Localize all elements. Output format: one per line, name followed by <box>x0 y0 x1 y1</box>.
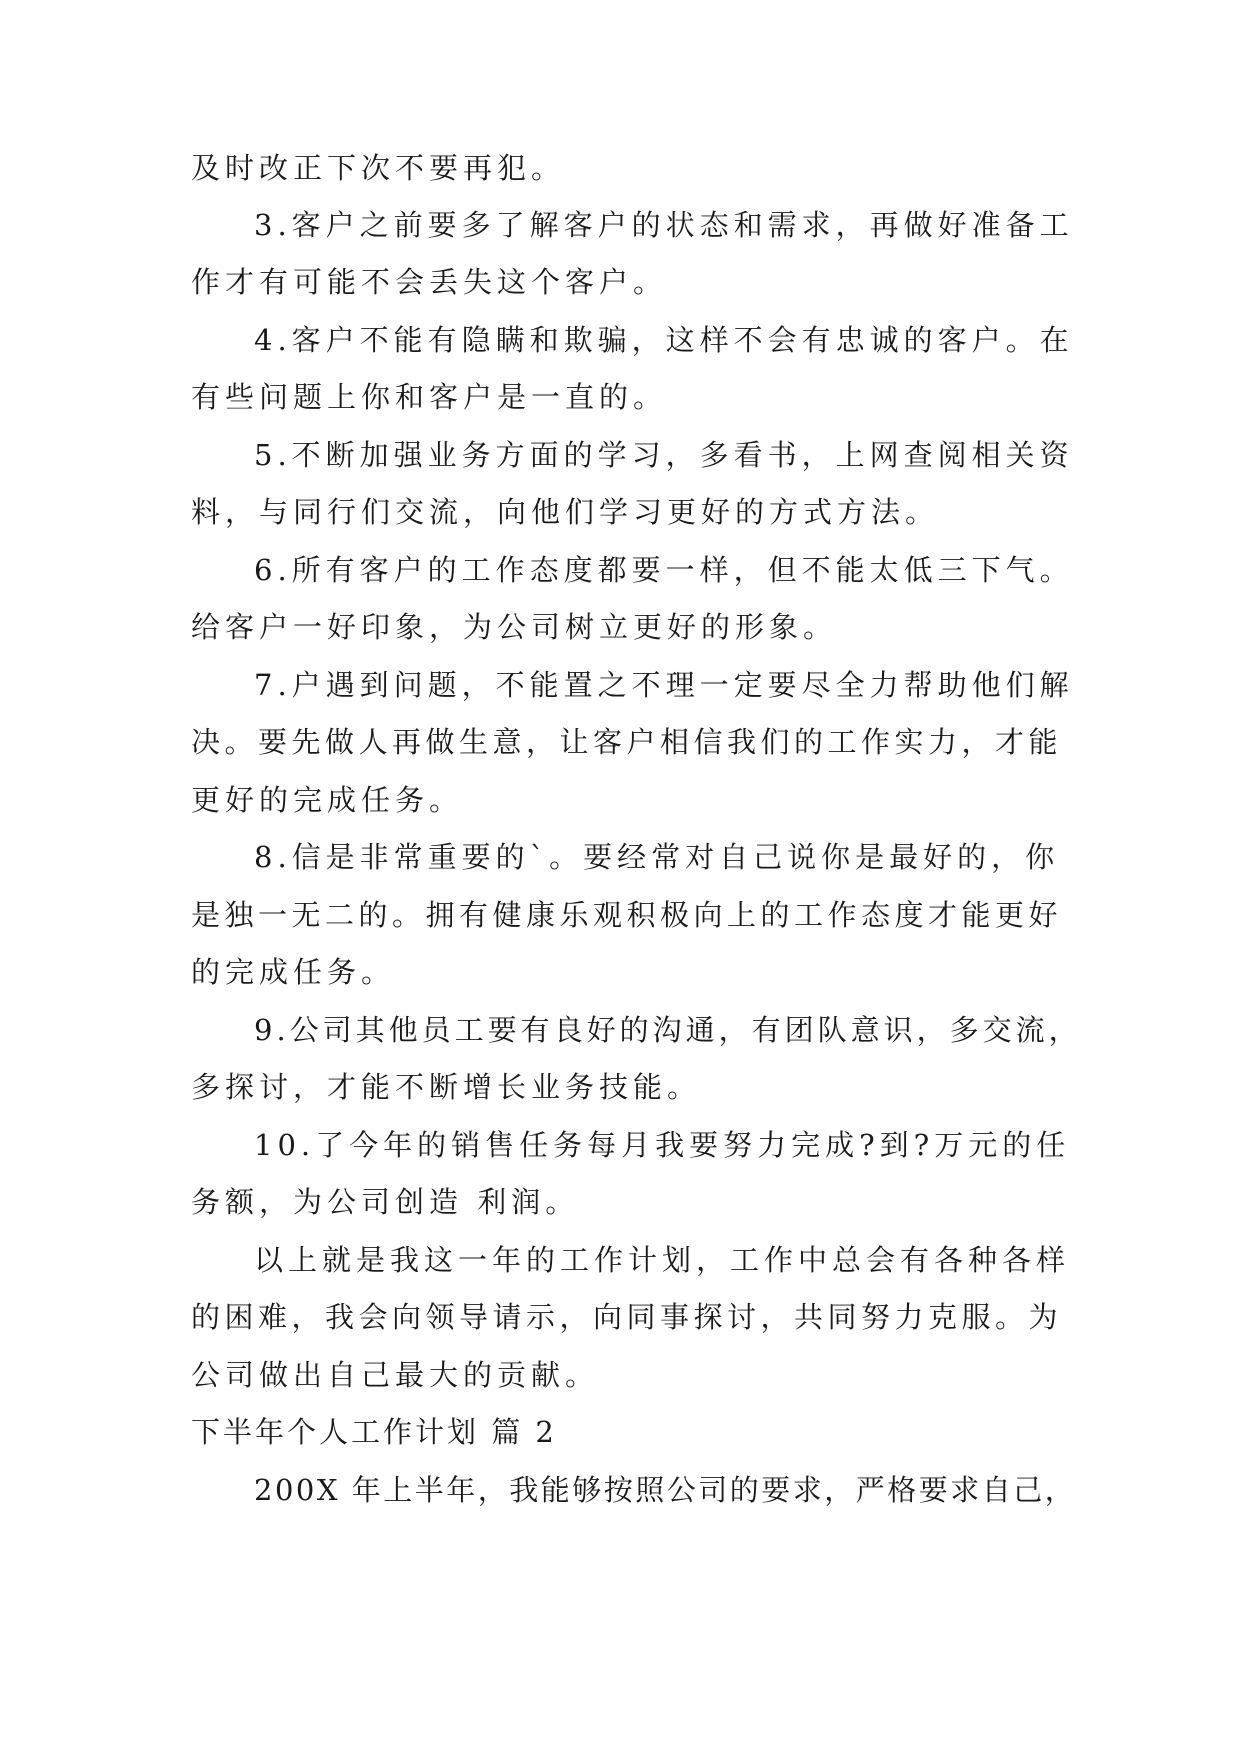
paragraph-line: 4.客户不能有隐瞒和欺骗，这样不会有忠诚的客户。在 <box>254 323 1074 357</box>
paragraph-line: 及时改正下次不要再犯。 <box>191 151 566 185</box>
paragraph-line: 给客户一好印象，为公司树立更好的形象。 <box>191 610 838 644</box>
paragraph-line: 公司做出自己最大的贡献。 <box>191 1358 600 1392</box>
paragraph-line: 务额，为公司创造 利润。 <box>191 1185 580 1219</box>
paragraph-line: 10.了今年的销售任务每月我要努力完成?到?万元的任 <box>254 1128 1071 1162</box>
paragraph-line: 多探讨，才能不断增长业务技能。 <box>191 1070 702 1104</box>
paragraph-line: 决。要先做人再做生意，让客户相信我们的工作实力，才能 <box>191 725 1063 759</box>
paragraph-line: 3.客户之前要多了解客户的状态和需求，再做好准备工 <box>254 208 1074 242</box>
paragraph-line: 6.所有客户的工作态度都要一样，但不能太低三下气。 <box>254 553 1074 587</box>
paragraph-line: 有些问题上你和客户是一直的。 <box>191 380 668 414</box>
section-heading: 下半年个人工作计划 篇 2 <box>191 1415 557 1449</box>
paragraph-line: 9.公司其他员工要有良好的沟通，有团队意识，多交流， <box>254 1013 1082 1047</box>
paragraph-line: 7.户遇到问题，不能置之不理一定要尽全力帮助他们解 <box>254 668 1074 702</box>
paragraph-line: 是独一无二的。拥有健康乐观积极向上的工作态度才能更好 <box>191 898 1063 932</box>
paragraph-line: 8.信是非常重要的`。要经常对自己说你是最好的，你 <box>254 840 1060 874</box>
paragraph-line: 作才有可能不会丢失这个客户。 <box>191 265 668 299</box>
paragraph-line: 的困难，我会向领导请示，向同事探讨，共同努力克服。为 <box>191 1300 1063 1334</box>
paragraph-line: 5.不断加强业务方面的学习，多看书，上网查阅相关资 <box>254 438 1074 472</box>
paragraph-line: 200X 年上半年，我能够按照公司的要求，严格要求自己， <box>254 1473 1077 1507</box>
paragraph-line: 更好的完成任务。 <box>191 783 464 817</box>
paragraph-line: 以上就是我这一年的工作计划，工作中总会有各种各样 <box>254 1243 1071 1277</box>
paragraph-line: 的完成任务。 <box>191 955 396 989</box>
paragraph-line: 料，与同行们交流，向他们学习更好的方式方法。 <box>191 495 940 529</box>
